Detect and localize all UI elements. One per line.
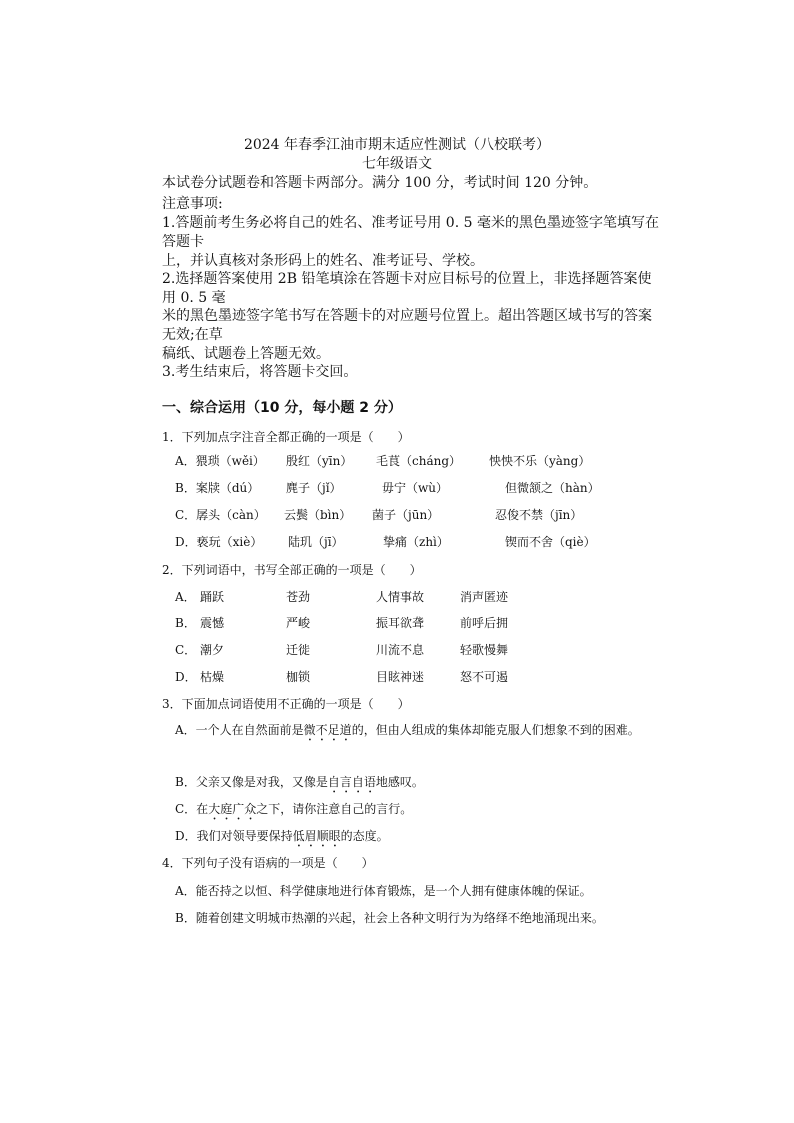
instruction-line: 答题卡 [162, 234, 204, 250]
q2-word: 目眩神迷 [376, 670, 425, 684]
q2-word: 迁徙 [286, 643, 311, 657]
q2-word: 苍劲 [286, 590, 311, 604]
q1-option: 云鬓（bìn） [284, 508, 352, 522]
question-3-stem: 3．下面加点词语使用不正确的一项是（ ） [162, 697, 410, 711]
instruction-line: 1.答题前考生务必将自己的姓名、准考证号用 0. 5 毫米的黑色墨迹签字笔填写在 [162, 215, 659, 231]
q1-option: 菌子（jūn） [372, 508, 440, 522]
q2-word: 震憾 [200, 616, 225, 630]
q2-option-letter: A． [175, 590, 196, 604]
q1-option: 锲而不舍（qiè） [505, 535, 596, 549]
instruction-line: 无效;在草 [162, 327, 223, 343]
q2-word: 前呼后拥 [460, 616, 509, 630]
emphasized-word: 微不足道 [303, 723, 352, 737]
emphasized-word: 低眉顺眼 [292, 829, 341, 843]
q1-option: 忍俊不禁（jīn） [495, 508, 583, 522]
q1-option: 毋宁（wù） [382, 481, 449, 495]
q2-word: 枷锁 [286, 670, 311, 684]
instructions-heading: 注意事项: [162, 196, 223, 212]
q1-option: C．孱头（càn） [175, 508, 266, 522]
exam-title: 2024 年春季江油市期末适应性测试（八校联考） [243, 137, 551, 153]
q1-option: 怏怏不乐（yàng） [489, 454, 591, 468]
instruction-line: 米的黑色墨迹签字笔书写在答题卡的对应题号位置上。超出答题区域书写的答案 [162, 308, 652, 324]
emphasized-word: 大庭广众 [208, 802, 257, 816]
question-1-stem: 1．下列加点字注音全都正确的一项是（ ） [162, 430, 410, 444]
q1-option: 麂子（jǐ） [286, 481, 342, 495]
exam-subtitle: 七年级语文 [362, 156, 432, 172]
q2-option-letter: D． [175, 670, 197, 684]
instruction-line: 上，并认真核对条形码上的姓名、准考证号、学校。 [162, 253, 484, 269]
question-2-stem: 2．下列词语中，书写全部正确的一项是（ ） [162, 563, 422, 577]
q1-option: 毛茛（cháng） [376, 454, 462, 468]
question-4-stem: 4．下列句子没有语病的一项是（ ） [162, 856, 374, 870]
q2-word: 消声匿迹 [460, 590, 509, 604]
q2-word: 振耳欲聋 [376, 616, 425, 630]
instructions-intro: 本试卷分试题卷和答题卡两部分。满分 100 分，考试时间 120 分钟。 [162, 175, 598, 191]
instruction-line: 3.考生结束后，将答题卡交回。 [162, 364, 358, 380]
section-heading: 一、综合运用（10 分，每小题 2 分） [162, 400, 402, 416]
q2-option-letter: B． [175, 616, 196, 630]
instruction-line: 稿纸、试题卷上答题无效。 [162, 346, 330, 362]
q3-option-b: B．父亲又像是对我，又像是自言自语地感叹。 [175, 775, 424, 789]
q3-option-a: A．一个人在自然面前是微不足道的，但由人组成的集体却能克服人们想象不到的困难。 [175, 723, 640, 737]
q1-option: B．案牍（dú） [175, 481, 260, 495]
instruction-line: 用 0. 5 毫 [162, 290, 226, 306]
q1-option: A．猥琐（wěi） [175, 454, 265, 468]
q3-option-d: D．我们对领导要保持低眉顺眼的态度。 [175, 829, 389, 843]
q1-option: 但微颔之（hàn） [505, 481, 600, 495]
q1-option: 陆玑（jī） [288, 535, 344, 549]
q1-option: 殷红（yīn） [286, 454, 353, 468]
q4-option-b: B．随着创建文明城市热潮的兴起，社会上各种文明行为为络绎不绝地涌现出来。 [175, 911, 604, 925]
q3-option-c: C．在大庭广众之下，请你注意自己的言行。 [175, 802, 413, 816]
q2-word: 枯燥 [200, 670, 225, 684]
q2-option-letter: C． [175, 643, 197, 657]
q2-word: 怒不可遏 [460, 670, 509, 684]
q1-option: D．亵玩（xiè） [175, 535, 263, 549]
q2-word: 潮夕 [200, 643, 225, 657]
q2-word: 轻歌慢舞 [460, 643, 509, 657]
q2-word: 人情事故 [376, 590, 425, 604]
q2-word: 川流不息 [376, 643, 425, 657]
q4-option-a: A．能否持之以恒、科学健康地进行体育锻炼，是一个人拥有健康体魄的保证。 [175, 884, 592, 898]
emphasized-word: 自言自语 [327, 775, 376, 789]
q2-word: 踊跃 [200, 590, 225, 604]
q1-option: 挚痛（zhì） [383, 535, 449, 549]
q2-word: 严峻 [286, 616, 311, 630]
instruction-line: 2.选择题答案使用 2B 铅笔填涂在答题卡对应目标号的位置上，非选择题答案使 [162, 271, 652, 287]
